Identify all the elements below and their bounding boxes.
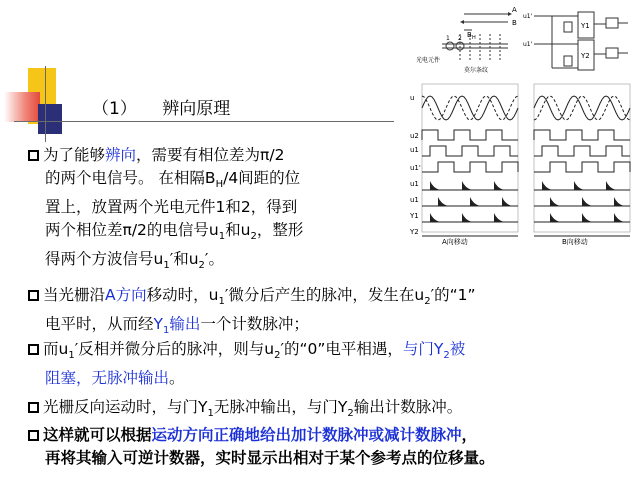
pulse-train-1 xyxy=(462,181,472,190)
p2-line-2: 电平时，从而经$Y_1$输出一个计数脉冲； xyxy=(45,315,309,337)
label-a: A xyxy=(512,6,517,14)
paragraph-2 xyxy=(28,284,638,342)
section-title xyxy=(92,94,230,119)
waveform-b-direction xyxy=(534,84,630,236)
pulse-train-2 xyxy=(502,197,512,206)
pulse-train-output xyxy=(430,213,440,222)
wave-label-u2: u2 xyxy=(410,132,419,140)
pulse-train-1 xyxy=(606,181,616,190)
gate-y2-label: Y2 xyxy=(581,52,590,60)
pulse-train-output xyxy=(462,213,472,222)
wave-label-u1c: u1 xyxy=(410,196,419,204)
logic-circuit-diagram xyxy=(522,4,632,76)
deco-vertical-line xyxy=(45,66,46,142)
pulse-train-1 xyxy=(430,181,440,190)
waveform-diagram xyxy=(402,78,636,248)
bullet-icon xyxy=(28,290,39,301)
pulse-train-1 xyxy=(494,181,504,190)
wave-label-u1b: u1 xyxy=(410,180,419,188)
pulse-train-2 xyxy=(438,197,448,206)
square-wave-u1-inverted xyxy=(422,162,518,172)
paragraph-5 xyxy=(28,424,638,470)
p4-line-1: 光栅反向运动时，与门$Y_1$无脉冲输出，与门$Y_2$输出计数脉冲。 xyxy=(28,396,638,425)
wave-label-u: u xyxy=(410,94,415,102)
deco-red-block xyxy=(4,92,40,122)
square-wave-u1 xyxy=(422,146,518,156)
label-bh: B xyxy=(467,31,472,39)
caption-b-direction: B向移动 xyxy=(562,238,588,246)
pulse-train-output xyxy=(550,213,560,222)
sine-wave-u1 xyxy=(422,96,518,120)
photo-element-label: 光电元件 xyxy=(416,57,441,64)
p5-line-2: 再将其输入可逆计数器，实时显示出相对于某个参考点的位移量。 xyxy=(45,449,495,467)
bullet-icon xyxy=(28,402,39,413)
p1-line-1: 为了能够辨向，需要有相位差为π/2 xyxy=(28,144,388,167)
pulse-train-1 xyxy=(574,181,584,190)
bullet-icon xyxy=(28,430,39,441)
deco-navy-block xyxy=(38,104,62,134)
wave-frame xyxy=(422,84,518,232)
pulse-train-2 xyxy=(614,197,624,206)
wave-frame xyxy=(534,84,630,232)
p1-line-5: 得两个方波信号$u_1'$和$u_2'$。 xyxy=(45,250,224,272)
wave-label-y2: Y2 xyxy=(410,228,419,236)
svg-text:2: 2 xyxy=(458,35,462,42)
p3-line-2: 阻塞，无脉冲输出。 xyxy=(45,369,185,388)
section-title-text: 辨向原理 xyxy=(162,99,231,119)
sine-wave-u1 xyxy=(534,96,630,120)
waveform-a-direction xyxy=(422,84,518,236)
wave-label-u1: u1 xyxy=(410,146,419,154)
square-wave-u2 xyxy=(534,130,630,140)
deco-horizontal-line xyxy=(14,121,394,122)
circuit-label-u2: u1' xyxy=(523,41,533,48)
paragraph-4 xyxy=(28,396,638,425)
moire-caption: 莫尔条纹 xyxy=(464,67,489,74)
pulse-train-output xyxy=(614,213,624,222)
bullet-icon xyxy=(28,344,39,355)
square-wave-u1-inverted xyxy=(534,162,630,172)
grating-diagram xyxy=(412,4,522,76)
p1-line-2: 的两个电信号。 在相隔$B_H/4$间距的位 xyxy=(45,169,301,191)
caption-a-direction: A向移动 xyxy=(442,238,468,246)
label-b: B xyxy=(512,19,517,27)
p1-line-3: 置上，放置两个光电元件1和2，得到 xyxy=(45,198,298,217)
square-wave-u1 xyxy=(534,146,630,156)
section-number: （1） xyxy=(92,99,137,119)
p5-line-1: 这样就可以根据运动方向正确地给出加计数脉冲或减计数脉冲， xyxy=(28,424,638,447)
pulse-train-2 xyxy=(550,197,560,206)
pulse-train-output xyxy=(582,213,592,222)
square-wave-u2 xyxy=(422,130,518,140)
p1-line-4: 两个相位差π/2的电信号$u_1$和$u_2$，整形 xyxy=(45,221,304,243)
p3-line-1: 而$u_1'$反相并微分后的脉冲，则与$u_2'$的“0”电平相遇，与门$Y_2$被 xyxy=(28,338,638,367)
gate-y1-label: Y1 xyxy=(581,22,590,30)
svg-text:H: H xyxy=(472,35,476,41)
pulse-train-2 xyxy=(470,197,480,206)
paragraph-1 xyxy=(28,144,388,277)
wave-label-y1: Y1 xyxy=(410,212,419,220)
bullet-icon xyxy=(28,150,39,161)
pulse-train-output xyxy=(494,213,504,222)
svg-text:1: 1 xyxy=(446,35,450,42)
p1-highlight: 辨向 xyxy=(105,146,137,164)
p2-line-1: 当光栅沿A方向移动时，$u_1'$微分后产生的脉冲，发生在$u_2'$的“1” xyxy=(28,284,638,313)
pulse-train-1 xyxy=(542,181,552,190)
wave-label-u1p: u1' xyxy=(410,164,421,172)
pulse-train-2 xyxy=(582,197,592,206)
circuit-label-u1: u1' xyxy=(523,13,533,20)
paragraph-3 xyxy=(28,338,638,390)
